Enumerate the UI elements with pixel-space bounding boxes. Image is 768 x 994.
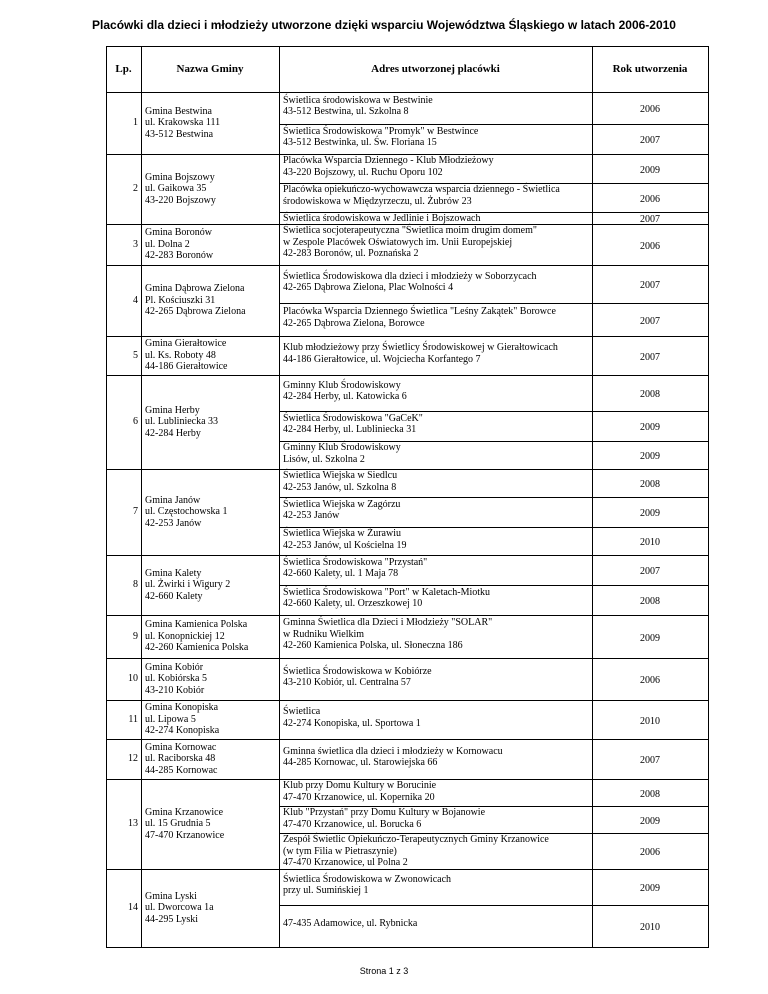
header-lp: Lp.: [115, 63, 132, 75]
facility-address: Świetlica Środowiskowa "Port" w Kaletach-Miotku 42-660 Kalety, ul. Orzeszkowej 10: [283, 586, 491, 609]
facility-address: Świetlica Środowiskowa "GaCeK" 42-284 Herby, ul. Lubliniecka 31: [283, 412, 423, 435]
facility-address: Świetlica Wiejska w Siedlcu 42-253 Janów, ul. Szkolna 8: [283, 470, 398, 493]
row-number: 13: [128, 818, 138, 829]
facility-address: Klub młodzieżowy przy Świetlicy Środowiskowej w Gierałtowicach 44-186 Gierałtowice, ul. Wojciecha Korfantego 7: [283, 342, 558, 365]
gmina-cell: Gmina Bojszowy ul. Gaikowa 35 43-220 Bojszowy: [145, 171, 216, 206]
facility-address: Świetlica Wiejska w Żurawiu 42-253 Janów, ul Kościelna 19: [283, 528, 407, 551]
row-number: 8: [133, 579, 138, 590]
facility-address: Świetlica Środowiskowa "Przystań" 42-660 Kalety, ul. 1 Maja 78: [283, 556, 428, 579]
row-number: 12: [128, 753, 138, 764]
gmina-cell: Gmina Janów ul. Częstochowska 1 42-253 Janów: [145, 494, 228, 529]
gmina-cell: Gmina Dąbrowa Zielona Pl. Kościuszki 31 42-265 Dąbrowa Zielona: [145, 283, 246, 318]
facility-address: Placówka opiekuńczo-wychowawcza wsparcia dziennego - Świetlica środowiskowa w Międzyrzeczu, ul. Żubrów 23: [283, 184, 560, 207]
header-adres: Adres utworzonej placówki: [371, 63, 500, 75]
group-divider: [106, 336, 279, 337]
row-number: 1: [133, 117, 138, 128]
year-cell: 2009: [640, 815, 660, 827]
gmina-cell: Gmina Kobiór ul. Kobiórska 5 43-210 Kobiór: [145, 661, 207, 696]
year-cell: 2007: [640, 135, 660, 146]
facility-address: Placówka Wsparcia Dziennego - Klub Młodzieżowy 43-220 Bojszowy, ul. Ruchu Oporu 102: [283, 155, 494, 178]
facility-address: Świetlica 42-274 Konopiska, ul. Sportowa 1: [283, 706, 421, 729]
year-cell: 2006: [640, 240, 660, 252]
group-divider: [106, 869, 279, 870]
facility-address: 47-435 Adamowice, ul. Rybnicka: [283, 918, 418, 930]
facility-address: Klub przy Domu Kultury w Borucinie 47-470 Krzanowice, ul. Kopernika 20: [283, 780, 437, 803]
facility-address: Gminna świetlica dla dzieci i młodzieży w Kornowacu 44-285 Kornowac, ul. Starowiejska 66: [283, 745, 503, 768]
row-number: 2: [133, 183, 138, 194]
year-cell: 2007: [640, 566, 660, 577]
gmina-cell: Gmina Boronów ul. Dolna 2 42-283 Boronów: [145, 227, 214, 262]
group-divider: [106, 224, 279, 225]
year-cell: 2009: [640, 451, 660, 462]
row-number: 5: [133, 349, 138, 361]
page-number: Strona 1 z 3: [359, 966, 409, 976]
facility-address: Klub "Przystań" przy Domu Kultury w Bojanowie 47-470 Krzanowice, ul. Borucka 6: [283, 807, 486, 830]
group-divider: [106, 739, 279, 740]
year-cell: 2007: [640, 351, 660, 363]
group-divider: [106, 154, 279, 155]
group-divider: [106, 700, 279, 701]
group-divider: [106, 658, 279, 659]
entry-divider: [279, 869, 708, 870]
entry-divider: [279, 658, 708, 659]
group-divider: [106, 779, 279, 780]
entry-divider: [279, 905, 708, 906]
gmina-cell: Gmina Konopiska ul. Lipowa 5 42-274 Konopiska: [145, 702, 220, 737]
year-cell: 2008: [640, 479, 660, 490]
header-rok: Rok utworzenia: [612, 63, 688, 75]
column-divider: [106, 46, 107, 947]
year-cell: 2010: [640, 715, 660, 727]
gmina-cell: Gmina Gierałtowice ul. Ks. Roboty 48 44-186 Gierałtowice: [145, 338, 228, 373]
gmina-cell: Gmina Bestwina ul. Krakowska 111 43-512 Bestwina: [145, 105, 221, 140]
year-cell: 2009: [640, 632, 660, 644]
row-number: 11: [128, 713, 138, 725]
year-cell: 2007: [640, 315, 660, 327]
year-cell: 2009: [640, 883, 660, 894]
group-divider: [106, 265, 279, 266]
group-divider: [106, 375, 279, 376]
header-gmina: Nazwa Gminy: [176, 63, 244, 75]
header-divider: [106, 92, 709, 93]
facility-address: Gminny Klub Środowiskowy 42-284 Herby, ul. Katowicka 6: [283, 379, 407, 402]
table-border-top: [106, 46, 709, 47]
gmina-cell: Gmina Kornowac ul. Raciborska 48 44-285 Kornowac: [145, 741, 218, 776]
year-cell: 2006: [640, 847, 660, 858]
gmina-cell: Gmina Kalety ul. Żwirki i Wigury 2 42-660 Kalety: [145, 567, 231, 602]
entry-divider: [279, 739, 708, 740]
year-cell: 2007: [640, 755, 660, 766]
year-cell: 2008: [640, 389, 660, 400]
facility-address: Świetlica środowiskowa w Bestwinie 43-512 Bestwina, ul. Szkolna 8: [283, 94, 433, 117]
year-cell: 2006: [640, 104, 660, 115]
column-divider: [708, 46, 709, 947]
row-number: 7: [133, 506, 138, 517]
document-title: Placówki dla dzieci i młodzieży utworzone dzięki wsparciu Województwa Śląskiego w latach 2006-2010: [92, 18, 676, 32]
group-divider: [106, 555, 279, 556]
facility-address: Gminny Klub Środowiskowy Lisów, ul. Szkolna 2: [283, 442, 401, 465]
gmina-cell: Gmina Kamienica Polska ul. Konopnickiej 12 42-260 Kamienica Polska: [145, 619, 249, 654]
group-divider: [106, 469, 279, 470]
facility-address: Świetlica Wiejska w Zagórzu 42-253 Janów: [283, 498, 401, 521]
facility-address: Świetlica środowiskowa w Jedlinie i Bojszowach: [283, 213, 481, 224]
row-number: 10: [128, 673, 138, 684]
year-cell: 2006: [640, 193, 660, 205]
facility-address: Świetlica socjoterapeutyczna "Świetlica moim drugim domem" w Zespole Placówek Oświatowych im. Unii Europejskiej 42-283 Boronów, ul. Poznańska 2: [283, 225, 537, 260]
year-cell: 2010: [640, 922, 660, 933]
year-cell: 2008: [640, 788, 660, 800]
row-number: 3: [133, 238, 138, 250]
facility-address: Świetlica Środowiskowa "Promyk" w Bestwince 43-512 Bestwinka, ul. Św. Floriana 15: [283, 125, 479, 148]
row-number: 4: [133, 294, 138, 306]
year-cell: 2009: [640, 508, 660, 519]
year-cell: 2007: [640, 214, 660, 225]
row-number: 9: [133, 630, 138, 642]
year-cell: 2010: [640, 537, 660, 548]
entry-divider: [279, 375, 708, 376]
facility-address: Placówka Wsparcia Dziennego Świetlica "Leśny Zakątek" Borowce 42-265 Dąbrowa Zielona, Borowce: [283, 306, 556, 329]
year-cell: 2006: [640, 675, 660, 686]
row-number: 6: [133, 416, 138, 427]
facility-address: Świetlica Środowiskowa w Kobiórze 43-210 Kobiór, ul. Centralna 57: [283, 665, 432, 688]
row-number: 14: [128, 902, 138, 913]
year-cell: 2009: [640, 422, 660, 433]
gmina-cell: Gmina Herby ul. Lubliniecka 33 42-284 Herby: [145, 404, 219, 439]
facility-address: Świetlica Środowiskowa w Zwonowicach przy ul. Sumińskiej 1: [283, 873, 452, 896]
year-cell: 2008: [640, 596, 660, 607]
facility-address: Gminna Świetlica dla Dzieci i Młodzieży "SOLAR" w Rudniku Wielkim 42-260 Kamienica Polska, ul. Słoneczna 186: [283, 617, 493, 652]
facility-address: Zespół Świetlic Opiekuńczo-Terapeutycznych Gminy Krzanowice (w tym Filia w Pietraszynie) 47-470 Krzanowice, ul Polna 2: [283, 834, 549, 868]
group-divider: [106, 615, 279, 616]
gmina-cell: Gmina Lyski ul. Dworcowa 1a 44-295 Lyski: [145, 890, 214, 925]
table-border-bottom: [106, 947, 709, 948]
entry-divider: [279, 615, 708, 616]
year-cell: 2007: [640, 280, 660, 291]
entry-divider: [279, 336, 708, 337]
entry-divider: [279, 265, 708, 266]
facility-address: Świetlica Środowiskowa dla dzieci i młodzieży w Soborzycach 42-265 Dąbrowa Zielona, Plac Wolności 4: [283, 270, 537, 293]
entry-divider: [279, 700, 708, 701]
entry-divider: [279, 303, 708, 304]
gmina-cell: Gmina Krzanowice ul. 15 Grudnia 5 47-470 Krzanowice: [145, 806, 225, 841]
year-cell: 2009: [640, 164, 660, 176]
column-divider: [141, 46, 142, 947]
